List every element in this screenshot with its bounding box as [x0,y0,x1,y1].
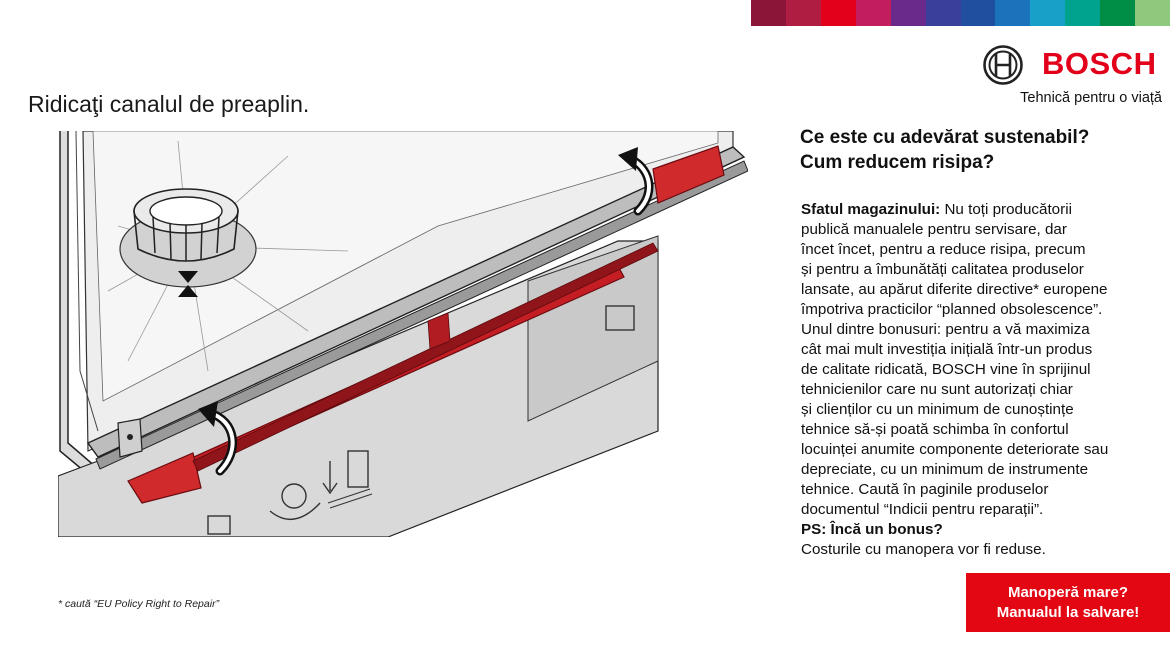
ps-text: Costurile cu manopera vor fi reduse. [801,541,1046,558]
tip-line: publică manualele pentru servisare, dar [801,221,1067,238]
brand-color-swatch [926,0,961,26]
tip-label: Sfatul magazinului: [801,201,941,218]
tip-line-text: Nu toți producătorii [944,201,1072,218]
brand-color-swatch [1135,0,1170,26]
tip-line: Unul dintre bonusuri: pentru a vă maximiza [801,321,1090,338]
article-body [801,200,1153,560]
tip-line: tehnice să-și poată schimba în confortul [801,421,1069,438]
tip-line: documentul “Indicii pentru reparații”. [801,501,1044,518]
heading-line-2: Cum reducem risipa? [800,152,995,173]
cta-banner [966,573,1170,632]
tip-line: tehnicienilor care nu sunt autorizați chiar [801,381,1073,398]
tip-line: locuinței anumite componente deteriorate sau [801,441,1109,458]
bosch-brand [982,44,1162,114]
brand-color-swatch [995,0,1030,26]
brand-color-swatch [786,0,821,26]
tip-line: de calitate ridicată, BOSCH vine în sprijinul [801,361,1091,378]
article-heading [800,125,1089,175]
page-title: Ridicaţi canalul de preaplin. [28,91,310,117]
tip-line: depreciate, cu un minimum de instrumente [801,461,1089,478]
tip-line: cât mai mult investiția inițială într-un produs [801,341,1093,358]
brand-name: BOSCH [1042,46,1157,81]
dishwasher-overflow-channel-diagram [58,131,748,537]
tip-line: lansate, au apărut diferite directive* europene [801,281,1108,298]
brand-color-swatch [1065,0,1100,26]
brand-color-swatch [856,0,891,26]
brand-color-swatch [891,0,926,26]
brand-color-swatch [751,0,786,26]
tip-line: tehnice. Caută în paginile produselor [801,481,1049,498]
tip-line: împotriva practicilor “planned obsolescence”. [801,301,1103,318]
brand-color-swatch [1030,0,1065,26]
tip-line: și clienților cu un minimum de cunoștințe [801,401,1074,418]
cta-line-1: Manoperă mare? [1007,583,1129,601]
brand-color-swatch [961,0,996,26]
tip-line: și pentru a îmbunătăți calitatea produselor [801,261,1084,278]
brand-color-swatch [1100,0,1135,26]
tip-line [801,200,1153,220]
cta-line-2: Manualul la salvare! [996,603,1140,621]
brand-tagline: Tehnică pentru o viață [1020,90,1162,106]
footnote: * caută “EU Policy Right to Repair” [58,598,220,610]
tip-line: încet încet, pentru a reduce risipa, precum [801,241,1086,258]
bosch-armature-logo-icon [982,44,1024,86]
heading-line-1: Ce este cu adevărat sustenabil? [800,127,1090,148]
brand-color-swatch [821,0,856,26]
ps-label: PS: Încă un bonus? [801,521,943,538]
brand-color-strip [751,0,1170,26]
